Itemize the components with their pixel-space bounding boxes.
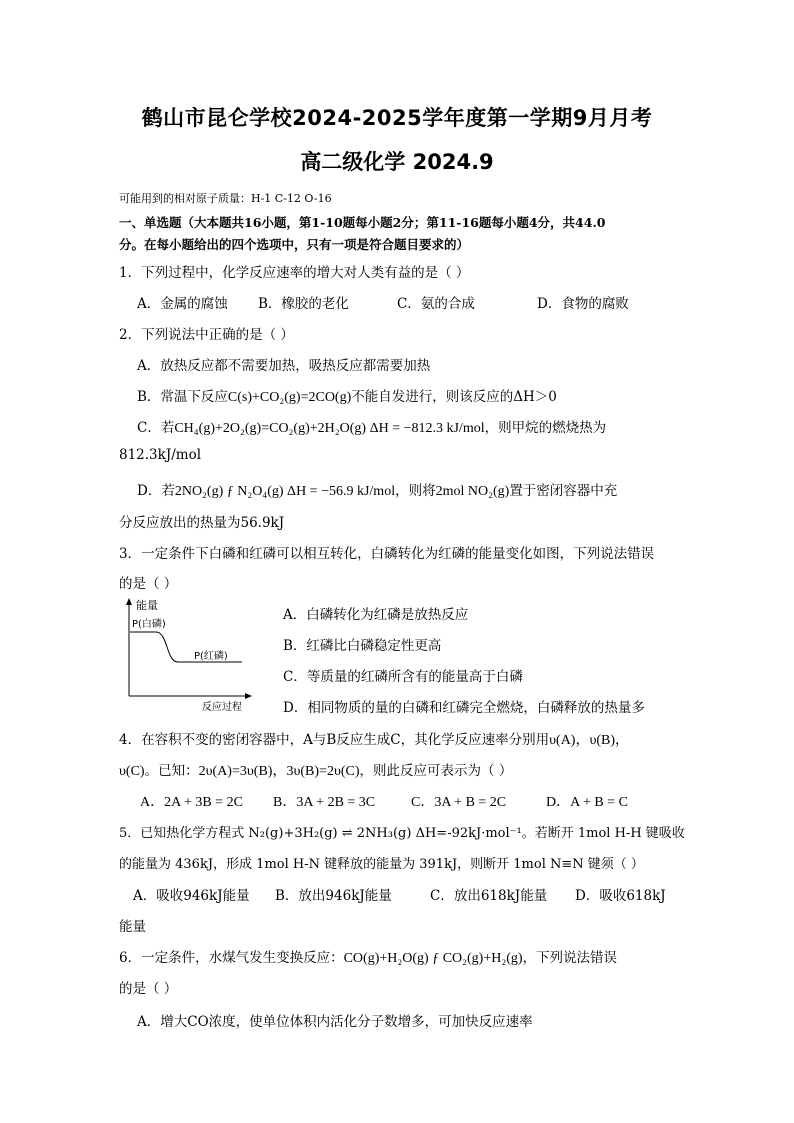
red-phosphorus-label: P(红磷) bbox=[194, 651, 228, 662]
y-axis-label: 能量 bbox=[136, 599, 158, 612]
exam-subtitle: 高二级化学 2024.9 bbox=[300, 150, 494, 174]
q2-c-formula: CH₄(g)+2O₂(g)=CO₂(g)+2H₂O(g) ΔH = −812.3 kJ/mol bbox=[174, 421, 485, 436]
q2-option-c-cont: 812.3kJ/mol bbox=[119, 447, 202, 463]
q1-option-d: D．食物的腐败 bbox=[537, 296, 629, 312]
q5-option-a: A．吸收946kJ能量 bbox=[133, 888, 250, 904]
exam-title: 鹤山市昆仑学校2024-2025学年度第一学期9月月考 bbox=[141, 106, 653, 130]
q2-d-formula2: 2mol NO₂(g) bbox=[435, 484, 510, 499]
q3-option-a: A．白磷转化为红磷是放热反应 bbox=[283, 607, 469, 623]
x-axis-label: 反应过程 bbox=[202, 702, 242, 713]
section-heading-line2: 分。在每小题给出的四个选项中，只有一项是符合题目要求的） bbox=[119, 237, 470, 252]
q5-option-d: D．吸收618kJ bbox=[575, 888, 666, 904]
energy-diagram bbox=[120, 596, 260, 714]
q5-option-b: B．放出946kJ能量 bbox=[275, 888, 392, 904]
q1-option-b: B．橡胶的老化 bbox=[258, 296, 349, 312]
atomic-masses: 可能用到的相对原子质量：H-1 C-12 O-16 bbox=[119, 192, 332, 205]
q4-stem-line1: 4．在容积不变的密闭容器中，A与B反应生成C，其化学反应速率分别用υ(A)，υ(B)， bbox=[119, 732, 630, 748]
q5-stem-line1: 5．已知热化学方程式 N₂(g)+3H₂(g) ⇌ 2NH₃(g) ΔH=-92kJ·mol⁻¹。若断开 1mol H-H 键吸收 bbox=[119, 826, 685, 841]
q6-stem-line1: 6．一定条件，水煤气发生变换反应：CO(g)+H₂O(g) ƒ CO₂(g)+H₂(g)，下列说法错误 bbox=[119, 950, 618, 966]
q2-option-a: A．放热反应都不需要加热，吸热反应都需要加热 bbox=[137, 358, 431, 374]
q2-option-c: C．若CH₄(g)+2O₂(g)=CO₂(g)+2H₂O(g) ΔH = −812.3 kJ/mol，则甲烷的燃烧热为 bbox=[137, 420, 607, 436]
q2-option-b: B．常温下反应C(s)+CO₂(g)=2CO(g)不能自发进行，则该反应的ΔH＞0 bbox=[137, 389, 557, 405]
q4-option-b: B．3A + 2B = 3C bbox=[273, 795, 376, 810]
x-axis-arrow-icon bbox=[245, 693, 252, 699]
q2-stem: 2．下列说法中正确的是（ ） bbox=[119, 327, 294, 343]
q3-stem-line2: 的是（ ） bbox=[119, 576, 178, 592]
q4-option-a: A．2A + 3B = 2C bbox=[140, 795, 243, 810]
q2-b-formula: C(s)+CO₂(g)=2CO(g) bbox=[227, 390, 352, 405]
q3-option-b: B．红磷比白磷稳定性更高 bbox=[283, 638, 442, 654]
q4-stem-line2: υ(C)。已知：2υ(A)=3υ(B)，3υ(B)=2υ(C)，则此反应可表示为（ ） bbox=[119, 763, 513, 779]
q5-stem-line2: 的能量为 436kJ，形成 1mol H-N 键释放的能量为 391kJ，则断开 1mol N≡N 键须（ ） bbox=[119, 857, 644, 872]
q2-option-d-cont: 分反应放出的热量为56.9kJ bbox=[119, 515, 285, 531]
q6-formula: CO(g)+H₂O(g) ƒ CO₂(g)+H₂(g) bbox=[343, 951, 523, 966]
q6-option-a: A．增大CO浓度，使单位体积内活化分子数增多，可加快反应速率 bbox=[137, 1014, 533, 1030]
q3-option-d: D．相同物质的量的白磷和红磷完全燃烧，白磷释放的热量多 bbox=[283, 700, 645, 716]
q1-option-a: A．金属的腐蚀 bbox=[137, 296, 228, 312]
q1-stem: 1．下列过程中，化学反应速率的增大对人类有益的是（ ） bbox=[119, 265, 470, 281]
y-axis-arrow-icon bbox=[126, 598, 132, 605]
q4-option-c: C．3A + B = 2C bbox=[411, 795, 507, 810]
q5-option-c: C．放出618kJ能量 bbox=[430, 888, 548, 904]
q4-option-d: D．A + B = C bbox=[546, 795, 628, 810]
q2-d-formula: 2NO₂(g) ƒ N₂O₄(g) ΔH = −56.9 kJ/mol bbox=[174, 484, 396, 499]
q1-option-c: C．氨的合成 bbox=[397, 296, 475, 312]
q3-option-c: C．等质量的红磷所含有的能量高于白磷 bbox=[283, 669, 523, 685]
q5-option-d-cont: 能量 bbox=[119, 919, 146, 935]
q3-stem-line1: 3．一定条件下白磷和红磷可以相互转化，白磷转化为红磷的能量变化如图，下列说法错误 bbox=[119, 546, 655, 562]
white-phosphorus-label: P(白磷) bbox=[132, 619, 166, 630]
q2-option-d: D．若2NO₂(g) ƒ N₂O₄(g) ΔH = −56.9 kJ/mol，则将2mol NO₂(g)置于密闭容器中充 bbox=[137, 483, 618, 499]
section-heading-line1: 一、单选题（大本题共16小题，第1-10题每小题2分；第11-16题每小题4分，共44.0 bbox=[119, 215, 606, 230]
q6-stem-line2: 的是（ ） bbox=[119, 981, 178, 997]
